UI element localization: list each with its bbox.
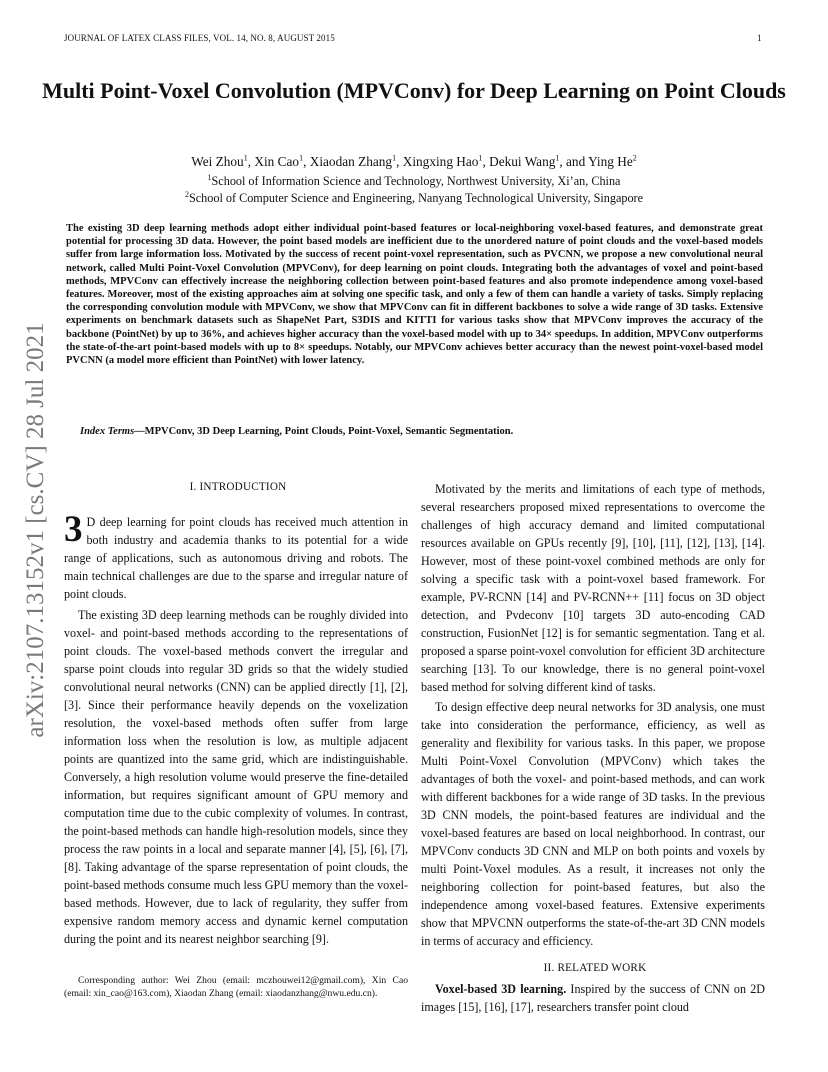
- abstract: The existing 3D deep learning methods adopt either individual point-based features or local-neighboring voxel-based features, and demonstrate great potential for processing 3D data. However, the point based models are inefficient due to the unordered nature of point clouds and the voxel-based models suffer from large information loss. Motivated by the success of recent point-voxel representation, such as PVCNN, we propose a new convolutional neural network, called Multi Point-Voxel Convolution (MPVConv), for deep learning on point clouds. Integrating both the advantages of voxel and point-based methods, MPVConv can effectively increase the neighboring collection between point-based features and also promote independence among voxel-based features. Moreover, most of the existing approaches aim at solving one specific task, and only a few of them can handle a variety of tasks. Simply replacing the corresponding convolution module with MPVConv, we show that MPVConv can fit in different backbones to solve a wide range of 3D tasks. Extensive experiments on benchmark datasets such as ShapeNet Part, S3DIS and KITTI for various tasks show that MPVConv improves the accuracy of the backbone (PointNet) by up to 36%, and achieves higher accuracy than the voxel-based model with up to 34× speedups. In addition, MPVConv outperforms the state-of-the-art point-based models with up to 8× speedups. Notably, our MPVConv achieves better accuracy than the newest point-voxel-based model PVCNN (a model more efficient than PointNet) with lower latency.: [66, 223, 763, 367]
- intro-paragraph-2: The existing 3D deep learning methods can be roughly divided into voxel- and point-based methods according to the representations of point clouds. The voxel-based methods convert the irregular and sparse point clouds into regular 3D grids so that the widely studied convolutional neural networks (CNN) can be applied directly [1], [2], [3]. Since their performance heavily depends on the voxelization resolution, the voxel-based methods often suffer from large information loss when the resolution is low, as multiple adjacent points are quantized into the same grid, which are indistinguishable. Conversely, a high resolution volume would preserve the fine-detailed information, but requires significant amount of GPU memory and computation time due to the cubic complexity of volumes. In contrast, the point-based methods can handle high-resolution models, since they process the raw points in a local and separate manner [4], [5], [6], [7], [8]. Taking advantage of the sparse representation of point clouds, the point-based methods consume much less GPU memory than the voxel-based methods. However, due to lack of regularity, they suffer from expensive random memory access and dynamic kernel computation during the point and its nearest neighbor searching [9].: [64, 608, 408, 946]
- affiliation-1: [40, 172, 788, 190]
- footnote: [64, 975, 408, 1000]
- author-affiliation-mark: 1: [392, 153, 397, 163]
- affiliation-number: 1: [207, 172, 212, 182]
- related-work-body: Inspired by the success of CNN on 2D images [15], [16], [17], researchers transfer point cloud: [421, 982, 765, 1014]
- paper-title: Multi Point-Voxel Convolution (MPVConv) for Deep Learning on Point Clouds: [42, 78, 786, 103]
- related-work-lead: Voxel-based 3D learning.: [435, 982, 567, 996]
- author-affiliation-mark: 2: [632, 153, 637, 163]
- intro-paragraph-1: [64, 509, 408, 603]
- index-terms-text: —MPVConv, 3D Deep Learning, Point Clouds, Point-Voxel, Semantic Segmentation.: [134, 426, 514, 437]
- intro-paragraph-4: To design effective deep neural networks for 3D analysis, one must take into consideration the performance, efficiency, as well as generality and flexibility for various tasks. In this paper, we propose Multi Point-Voxel Convolution (MPVConv) which takes the advantages of both the voxel- and point-based methods, and can work with different backbones for a wide range of 3D tasks. In the previous 3D CNN models, the point-based features are individual and the voxel-based features are based on local neighborhood. In contrast, our MPVConv conducts 3D CNN and MLP on both points and voxels by multi Point-Voxel modules. As a result, it increases not only the neighboring collection for point-based features, but also the independence among voxel-based features. Extensive experiments show that MPVCNN outperforms the state-of-the-art 3D CNN models in terms of accuracy and efficiency.: [421, 700, 765, 948]
- related-work-text: [421, 980, 765, 1016]
- left-column: [64, 509, 408, 948]
- author-name: Wei Zhou: [191, 154, 244, 169]
- author-affiliation-mark: 1: [555, 153, 560, 163]
- author-name: Xin Cao: [254, 154, 300, 169]
- affiliation-number: 2: [184, 189, 189, 199]
- affiliation-text: School of Computer Science and Engineering, Nanyang Technological University, Singapore: [188, 191, 644, 205]
- section-heading-related-work: II. RELATED WORK: [543, 962, 647, 974]
- arxiv-stamp-text: arXiv:2107.13152v1 [cs.CV] 28 Jul 2021: [21, 322, 49, 738]
- journal-header: JOURNAL OF LATEX CLASS FILES, VOL. 14, NO. 8, AUGUST 2015: [64, 33, 335, 43]
- footnote-text: Corresponding author: Wei Zhou (email: mczhouwei12@gmail.com), Xin Cao (email: xin_cao@163.com), Xiaodan Zhang (email: xiaodanzhang@nwu.edu.cn).: [64, 975, 408, 999]
- author-name: Ying He: [588, 154, 633, 169]
- intro-paragraph-3: Motivated by the merits and limitations of each type of methods, several researchers proposed mixed representations to overcome the challenges of high accuracy demand and limited computational resources available on GPUs recently [9], [10], [11], [12], [13], [14]. However, most of these point-voxel combined methods are only for solving a specific task with a point-voxel based framework. For example, PV-RCNN [14] and PV-RCNN++ [11] focus on 3D object detection, and Pvdeconv [10] targets 3D auto-encoding CAD construction, FusionNet [12] is for semantic segmentation. Tang et al. proposed a sparse point-voxel convolution for efficient 3D architecture searching [13]. To our knowledge, there is no general point-voxel based method for solving different kind of tasks.: [421, 482, 765, 694]
- author-affiliation-mark: 1: [478, 153, 483, 163]
- intro-paragraph-1-text: D deep learning for point clouds has received much attention in both industry and academia thanks to its potential for a wide range of applications, such as autonomous driving and robots. The main technical challenges are due to the sparse and irregular nature of point clouds.: [64, 515, 408, 601]
- author-name: Xingxing Hao: [402, 154, 479, 169]
- affiliation-2: [40, 189, 788, 207]
- dropcap: 3: [64, 509, 83, 550]
- author-affiliation-mark: 1: [299, 153, 304, 163]
- author-name: Dekui Wang: [489, 154, 556, 169]
- right-column: [421, 480, 765, 950]
- page-number: 1: [757, 33, 762, 43]
- section-heading-introduction: I. INTRODUCTION: [189, 481, 287, 493]
- related-work-paragraph: [421, 980, 765, 1016]
- index-terms-label: Index Terms: [80, 426, 135, 437]
- author-affiliation-mark: 1: [243, 153, 248, 163]
- author-list: Wei Zhou$^1$, Xin Cao$^1$, Xiaodan Zhang$^1$, Xingxing Hao$^1$, Dekui Wang$^1$, and Ying He$^2$: [191, 153, 637, 169]
- affiliation-text: School of Information Science and Technology, Northwest University, Xi’an, China: [211, 174, 621, 188]
- arxiv-stamp: [8, 300, 63, 760]
- index-terms: [80, 425, 770, 439]
- author-name: Xiaodan Zhang: [309, 154, 393, 169]
